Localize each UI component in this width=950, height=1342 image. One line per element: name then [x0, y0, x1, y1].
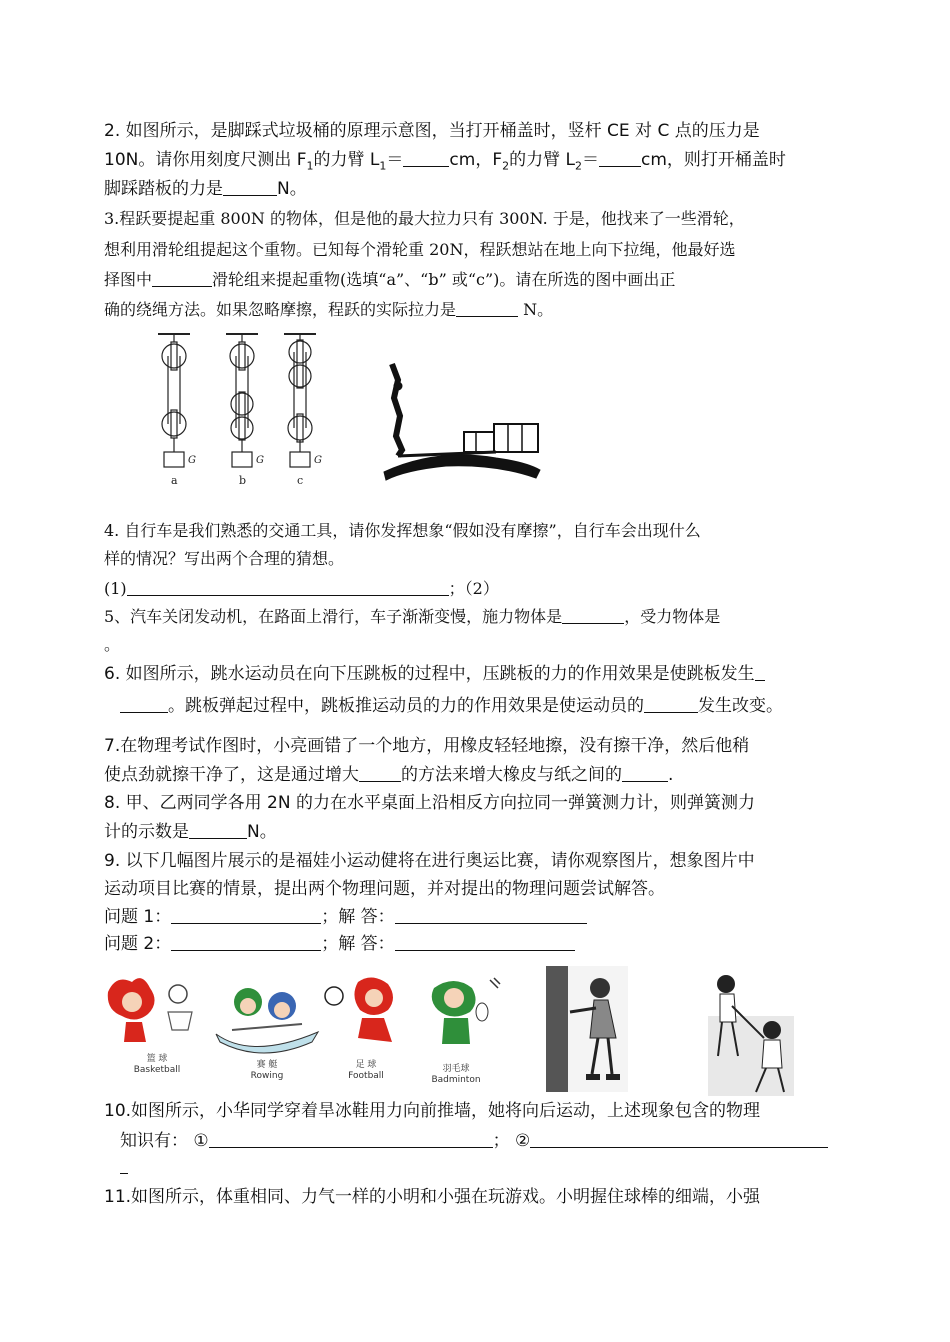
caption-badminton: 羽毛球 Badminton	[431, 1064, 481, 1085]
q5-line1: 5、汽车关闭发动机，在路面上滑行，车子渐渐变慢，施力物体是 ，受力物体是	[104, 607, 721, 626]
q5-line2: 。	[104, 635, 121, 654]
weight-label-a: G	[188, 455, 196, 466]
girl-pushing-wall-figure	[546, 966, 628, 1092]
pulley-label-c: c	[297, 474, 304, 487]
blank-answer-2[interactable]	[395, 932, 575, 951]
blank-l1[interactable]	[403, 148, 449, 167]
q3-line4: 确的绕绳方法。如果忽略摩擦，程跃的实际拉力是 N。	[104, 300, 554, 319]
blank-motion-state[interactable]	[644, 694, 698, 713]
q6-line2: 。跳板弹起过程中，跳板推运动员的力的作用效果是使运动员的 发生改变。	[120, 693, 866, 719]
q4-line2: 样的情况？写出两个合理的猜想。	[104, 549, 345, 568]
blank-answer-1[interactable]	[395, 905, 587, 924]
diver-springboard-figure	[376, 360, 542, 482]
q10-line2: 知识有： ① ； ②	[120, 1128, 850, 1154]
q6-line1: 6. 如图所示，跳水运动员在向下压跳板的过程中，压跳板的力的作用效果是使跳板发生	[104, 661, 850, 687]
q11-line1: 11.如图所示，体重相同、力气一样的小明和小强在玩游戏。小明握住球棒的细端，小强	[104, 1187, 761, 1207]
q9-line2: 运动项目比赛的情景，提出两个物理问题，并对提出的物理问题尝试解答。	[104, 879, 665, 899]
blank-pulley-choice[interactable]	[152, 268, 212, 287]
q3-line1: 3.程跃要提起重 800N 的物体，但是他的最大拉力只有 300N. 于是，他找来了一些滑轮，	[104, 209, 745, 228]
q2-line1: 2. 如图所示，是脚踩式垃圾桶的原理示意图，当打开桶盖时，竖杆 CE 对 C 点的压力是	[104, 121, 760, 141]
badminton-mascot-figure	[420, 972, 512, 1062]
q7-line2: 使点劲就擦干净了，这是通过增大 的方法来增大橡皮与纸之间的 .	[104, 765, 674, 785]
pulley-label-a: a	[171, 474, 178, 487]
blank-pedal-force[interactable]	[223, 177, 277, 196]
q9-question1: 问题 1： ；解 答：	[104, 904, 850, 930]
q2-line3: 脚踩踏板的力是 N。	[104, 179, 307, 199]
q8-line2: 计的示数是 N。	[104, 822, 277, 842]
basketball-mascot-figure	[102, 972, 202, 1058]
pulley-systems-figure	[148, 328, 338, 490]
blank-question-2[interactable]	[171, 932, 321, 951]
blank-pressure[interactable]	[359, 763, 401, 782]
blank-question-1[interactable]	[171, 905, 321, 924]
pulley-label-b: b	[239, 474, 247, 487]
q3-line3: 择图中 滑轮组来提起重物(选填“a”、“b” 或“c”)。请在所选的图中画出正	[104, 270, 676, 289]
q10-line3	[120, 1154, 866, 1180]
q9-question2: 问题 2： ；解 答：	[104, 931, 850, 957]
q7-line1: 7.在物理考试作图时，小亮画错了一个地方，用橡皮轻轻地擦，没有擦干净，然后他稍	[104, 736, 750, 756]
q10-line1: 10.如图所示，小华同学穿着旱冰鞋用力向前推墙，她将向后运动，上述现象包含的物理	[104, 1101, 761, 1121]
weight-label-c: G	[314, 455, 322, 466]
q4-line3: (1) ；（2）	[104, 579, 499, 598]
caption-football: 足 球 Football	[348, 1060, 384, 1081]
q9-line1: 9. 以下几幅图片展示的是福娃小运动健将在进行奥运比赛，请你观察图片，想象图片中	[104, 851, 755, 871]
blank-l2[interactable]	[599, 148, 641, 167]
q2-line2: 10N。请你用刻度尺测出 $F_1$的力臂 $L_1=$ cm，$F_2$的力臂 $L_2=$ cm，则打开桶盖时	[104, 150, 786, 173]
q4-line1: 4. 自行车是我们熟悉的交通工具，请你发挥想象“假如没有摩擦”，自行车会出现什么	[104, 521, 701, 540]
two-children-figure	[708, 972, 794, 1096]
blank-force-giver[interactable]	[562, 605, 624, 624]
blank-knowledge-1[interactable]	[209, 1129, 493, 1148]
blank-guess-1[interactable]	[127, 577, 449, 596]
caption-rowing: 赛 艇 Rowing	[250, 1060, 284, 1081]
blank-reading[interactable]	[189, 820, 247, 839]
blank-pull-force[interactable]	[456, 298, 518, 317]
caption-basketball: 篮 球 Basketball	[133, 1054, 181, 1075]
weight-label-b: G	[256, 455, 264, 466]
q3-line2: 想利用滑轮组提起这个重物。已知每个滑轮重 20N，程跃想站在地上向下拉绳，他最好选	[104, 240, 736, 259]
football-mascot-figure	[322, 972, 414, 1060]
blank-knowledge-2[interactable]	[530, 1129, 828, 1148]
blank-deform-a[interactable]	[755, 662, 765, 681]
blank-deform-b[interactable]	[120, 694, 168, 713]
rowing-mascots-figure	[212, 972, 322, 1064]
blank-friction[interactable]	[622, 763, 668, 782]
blank-knowledge-2-tail	[120, 1155, 128, 1174]
q8-line1: 8. 甲、乙两同学各用 2N 的力在水平桌面上沿相反方向拉同一弹簧测力计，则弹簧测力	[104, 793, 755, 813]
